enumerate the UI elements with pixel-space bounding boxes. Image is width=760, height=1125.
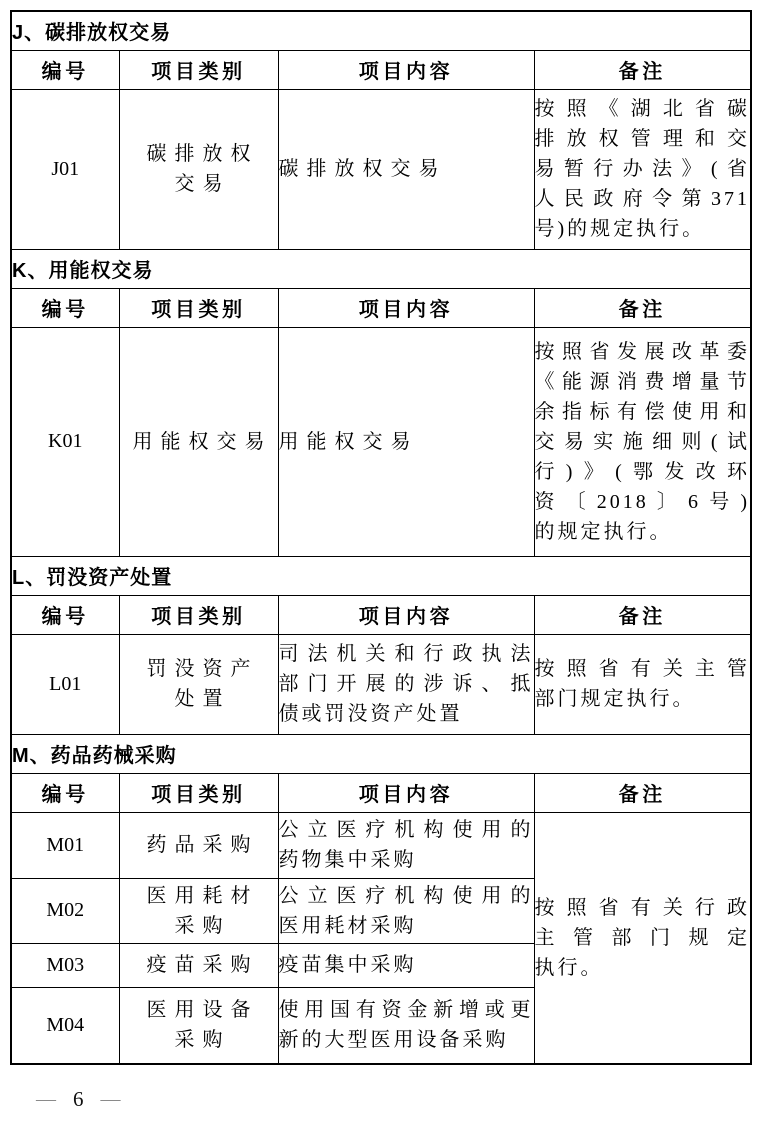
page-number: 6 [73, 1087, 84, 1111]
column-header-content: 项目内容 [278, 288, 534, 327]
content-cell: 用能权交易 [278, 327, 534, 556]
category-cell: 罚没资产 处置 [119, 634, 278, 734]
section-row-j [11, 11, 751, 50]
content-cell: 公立医疗机构使用的 药物集中采购 [278, 812, 534, 878]
category-cell: 医用设备 采购 [119, 987, 278, 1064]
column-header-content: 项目内容 [278, 595, 534, 634]
header-row [11, 288, 751, 327]
content-cell: 碳排放权交易 [278, 89, 534, 249]
column-header-code: 编号 [11, 595, 119, 634]
remark-cell: 按照《湖北省碳 排放权管理和交 易暂行办法》(省 人民政府令第371 号)的规定执行。 [534, 89, 751, 249]
category-cell: 疫苗采购 [119, 943, 278, 987]
column-header-category: 项目类别 [119, 595, 278, 634]
column-header-category: 项目类别 [119, 773, 278, 812]
column-header-category: 项目类别 [119, 288, 278, 327]
column-header-remark: 备注 [534, 773, 751, 812]
section-row-m [11, 734, 751, 773]
column-header-code: 编号 [11, 288, 119, 327]
category-cell: 碳排放权 交易 [119, 89, 278, 249]
code-cell: M01 [11, 812, 119, 878]
column-header-code: 编号 [11, 773, 119, 812]
content-cell: 公立医疗机构使用的 医用耗材采购 [278, 878, 534, 943]
remark-cell: 按照省发展改革委 《能源消费增量节 余指标有偿使用和 交易实施细则(试 行)》(鄂发改环 资〔2018〕6号) 的规定执行。 [534, 327, 751, 556]
section-row-l [11, 556, 751, 595]
section-title: K、用能权交易 [11, 249, 751, 288]
page-footer [36, 1087, 760, 1112]
column-header-code: 编号 [11, 50, 119, 89]
table-row [11, 89, 751, 249]
column-header-content: 项目内容 [278, 773, 534, 812]
header-row [11, 50, 751, 89]
column-header-remark: 备注 [534, 595, 751, 634]
column-header-category: 项目类别 [119, 50, 278, 89]
content-cell: 使用国有资金新增或更 新的大型医用设备采购 [278, 987, 534, 1064]
document-page [0, 10, 760, 1125]
code-cell: K01 [11, 327, 119, 556]
code-cell: M04 [11, 987, 119, 1064]
category-cell: 用能权交易 [119, 327, 278, 556]
table-row [11, 327, 751, 556]
column-header-remark: 备注 [534, 50, 751, 89]
column-header-remark: 备注 [534, 288, 751, 327]
code-cell: J01 [11, 89, 119, 249]
footer-dash-right: — [100, 1088, 121, 1110]
column-header-content: 项目内容 [278, 50, 534, 89]
section-title: L、罚没资产处置 [11, 556, 751, 595]
category-table [10, 10, 752, 1065]
category-cell: 医用耗材 采购 [119, 878, 278, 943]
table-row [11, 812, 751, 878]
table-row [11, 634, 751, 734]
header-row [11, 773, 751, 812]
content-cell: 疫苗集中采购 [278, 943, 534, 987]
category-cell: 药品采购 [119, 812, 278, 878]
code-cell: M03 [11, 943, 119, 987]
code-cell: M02 [11, 878, 119, 943]
header-row [11, 595, 751, 634]
merged-remark-cell: 按照省有关行政 主管部门规定 执行。 [534, 812, 751, 1064]
section-title: J、碳排放权交易 [11, 11, 751, 50]
footer-dash-left: — [36, 1088, 56, 1110]
section-title: M、药品药械采购 [11, 734, 751, 773]
remark-cell: 按照省有关主管 部门规定执行。 [534, 634, 751, 734]
code-cell: L01 [11, 634, 119, 734]
content-cell: 司法机关和行政执法 部门开展的涉诉、抵 债或罚没资产处置 [278, 634, 534, 734]
section-row-k [11, 249, 751, 288]
